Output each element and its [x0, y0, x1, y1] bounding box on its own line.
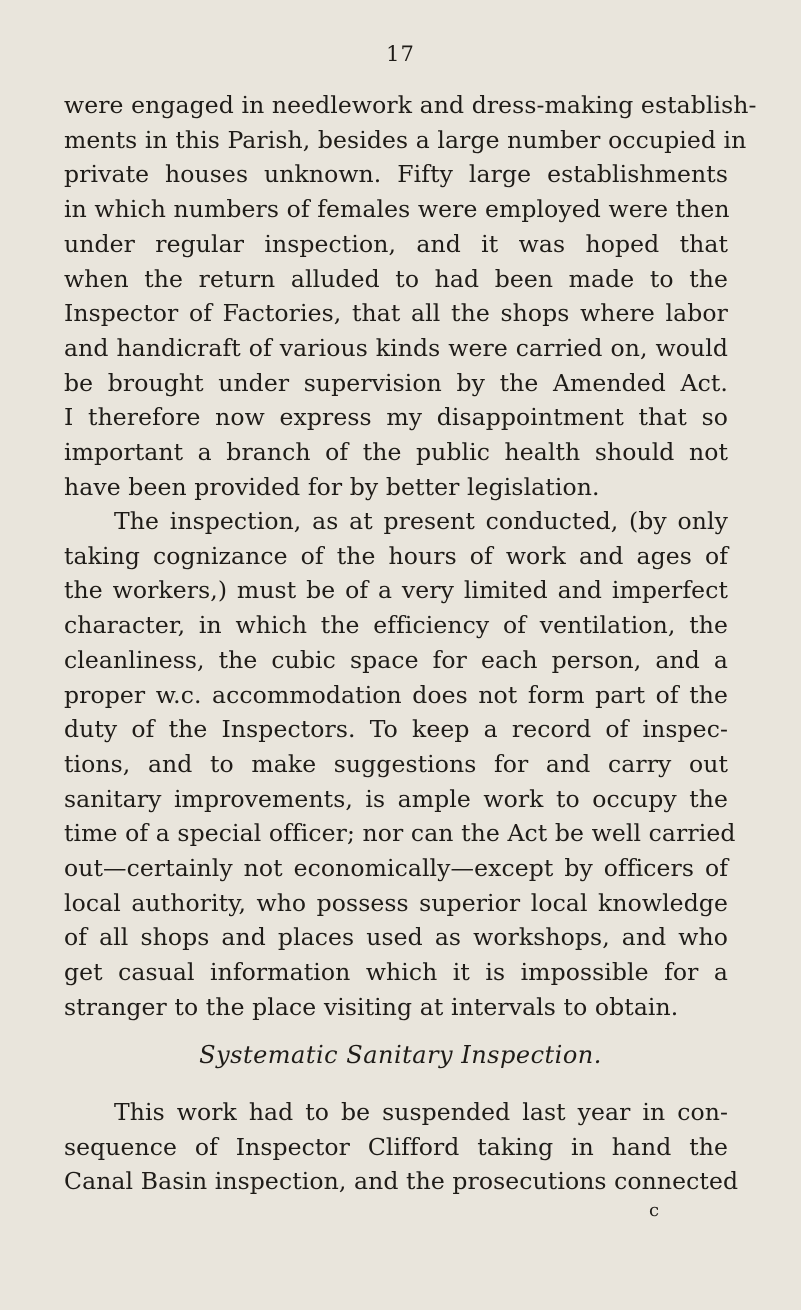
text-line: stranger to the place visiting at intervals to obtain. — [64, 992, 679, 1021]
paragraph-1 — [64, 88, 757, 504]
text-line: proper w.c. accommodation does not form part of the — [64, 680, 728, 709]
text-line: taking cognizance of the hours of work and ages of — [64, 541, 728, 570]
text-line: The inspection, as at present conducted, (by only — [114, 507, 728, 535]
text-line: under regular inspection, and it was hoped that — [64, 229, 728, 258]
text-line: duty of the Inspectors. To keep a record of inspec- — [64, 715, 728, 744]
text-line: be brought under supervision by the Amended Act. — [64, 368, 728, 397]
paragraph-2 — [64, 504, 736, 1025]
text-line: the workers,) must be of a very limited and imperfect — [64, 576, 728, 605]
text-line: sanitary improvements, is ample work to occupy the — [64, 784, 728, 813]
text-line: sequence of Inspector Clifford taking in hand the — [64, 1132, 728, 1161]
text-line: important a branch of the public health should not — [64, 438, 728, 467]
text-line: in which numbers of females were employed were then — [64, 195, 730, 224]
text-line: of all shops and places used as workshops, and who — [64, 923, 728, 952]
text-line: were engaged in needlework and dress-making establish- — [64, 91, 757, 119]
text-line: time of a special officer; nor can the Act be well carried — [64, 819, 736, 848]
page-number: 17 — [386, 42, 415, 66]
text-line: private houses unknown. Fifty large establishments — [64, 160, 728, 189]
text-line: have been provided for by better legislation. — [64, 472, 600, 501]
text-line: local authority, who possess superior local knowledge — [64, 888, 728, 917]
text-line: get casual information which it is impossible for a — [64, 958, 728, 987]
paragraph-3 — [64, 1095, 739, 1199]
section-heading: Systematic Sanitary Inspection. — [199, 1041, 602, 1069]
text-line: This work had to be suspended last year in con- — [114, 1098, 728, 1126]
text-line: cleanliness, the cubic space for each person, and a — [64, 645, 728, 674]
text-line: character, in which the efficiency of ventilation, the — [64, 611, 728, 640]
text-line: ments in this Parish, besides a large number occupied in — [64, 125, 747, 154]
text-line: I therefore now express my disappointment that so — [64, 403, 728, 432]
signature-mark: c — [649, 1200, 660, 1221]
text-line: when the return alluded to had been made to the — [64, 264, 728, 293]
text-line: Canal Basin inspection, and the prosecutions connected — [64, 1167, 739, 1196]
text-line: and handicraft of various kinds were carried on, would — [64, 333, 728, 362]
text-line: out—certainly not economically—except by officers of — [64, 854, 728, 883]
text-line: tions, and to make suggestions for and carry out — [64, 749, 728, 778]
text-line: Inspector of Factories, that all the shops where labor — [64, 299, 728, 328]
